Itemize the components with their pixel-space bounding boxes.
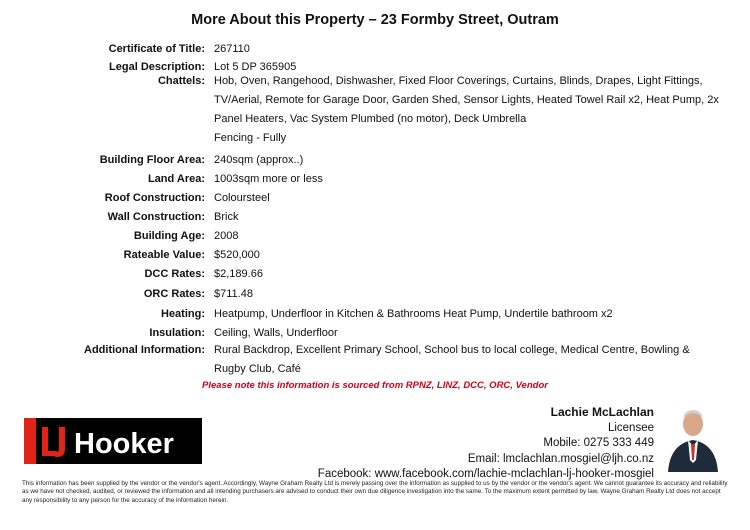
detail-value: Brick: [214, 211, 239, 223]
detail-label: ORC Rates:: [143, 288, 205, 300]
logo-red-bar: [24, 418, 36, 464]
detail-value: Heatpump, Underfloor in Kitchen & Bathrooms Heat Pump, Undertile bathroom x2: [214, 308, 613, 320]
logo-wordmark: Hooker: [74, 428, 174, 460]
detail-label: Building Floor Area:: [99, 154, 205, 166]
detail-label: Building Age:: [133, 230, 205, 242]
detail-value: Rural Backdrop, Excellent Primary School, School bus to local college, Medical Centre, Bowling & Rugby Club, Café: [214, 344, 690, 375]
detail-value: $520,000: [214, 249, 260, 261]
detail-label: Rateable Value:: [123, 249, 205, 261]
detail-value-extra: Fencing - Fully: [214, 132, 287, 144]
detail-value: Coloursteel: [214, 192, 270, 204]
page-title: More About this Property – 23 Formby Street, Outram: [191, 12, 559, 28]
detail-value: 1003sqm more or less: [214, 173, 323, 185]
detail-value: Ceiling, Walls, Underfloor: [214, 327, 338, 339]
detail-label: Insulation:: [149, 327, 205, 339]
detail-value: $711.48: [214, 288, 253, 300]
detail-label: Roof Construction:: [104, 192, 205, 204]
detail-label: Heating:: [161, 308, 205, 320]
detail-label: Additional Information:: [84, 344, 205, 356]
agent-mobile: Mobile: 0275 333 449: [543, 437, 654, 449]
detail-label: DCC Rates:: [144, 268, 205, 280]
disclaimer-text: This information has been supplied by the vendor or the vendor's agent. Accordingly, Wayne Graham Realty Ltd is merely passing over the information as supplied to us by the vendor or the vendor's agent. We cannot guarantee its accuracy and reliability as we have not checked, audited, or reviewed the information and all intending purchasers are advised to conduct their own due diligence investigation into the same. To the maximum extent permitted by law, Wayne Graham Realty Ltd does not accept any responsibility to any person for the accuracy of the information herein.: [22, 480, 728, 504]
detail-label: Wall Construction:: [107, 211, 205, 223]
lj-hooker-logo: [24, 418, 202, 464]
detail-value: 240sqm (approx..): [214, 154, 304, 166]
detail-label: Land Area:: [147, 173, 205, 185]
detail-value: 267110: [214, 43, 250, 55]
agent-facebook[interactable]: Facebook: www.facebook.com/lachie-mclachlan-lj-hooker-mosgiel: [317, 468, 654, 480]
photo-face: [683, 412, 703, 436]
detail-value: $2,189.66: [214, 268, 263, 280]
agent-contact: [318, 405, 654, 483]
agent-name: Lachie McLachlan: [550, 405, 654, 419]
detail-value: Lot 5 DP 365905: [214, 61, 297, 73]
detail-value: 2008: [214, 230, 239, 242]
detail-label: Legal Description:: [109, 61, 205, 73]
detail-value: Hob, Oven, Rangehood, Dishwasher, Fixed Floor Coverings, Curtains, Blinds, Drapes, Light Fittings, TV/Aerial, Remote for Garage Door, Garden Shed, Sensor Lights, Heated Towel Rail x2, Heat Pump, 2x Panel Heaters, Vac System Plumbed (no motor), Deck Umbrella: [214, 75, 719, 125]
agent-photo: [664, 402, 722, 472]
agent-role: Licensee: [607, 421, 654, 434]
source-note: Please note this information is sourced from RPNZ, LINZ, DCC, ORC, Vendor: [202, 380, 548, 391]
detail-value-wrap: [214, 72, 719, 148]
detail-label: Chattels:: [157, 75, 205, 87]
agent-email[interactable]: Email: lmclachlan.mosgiel@ljh.co.nz: [467, 452, 654, 465]
detail-label: Certificate of Title:: [108, 43, 205, 55]
